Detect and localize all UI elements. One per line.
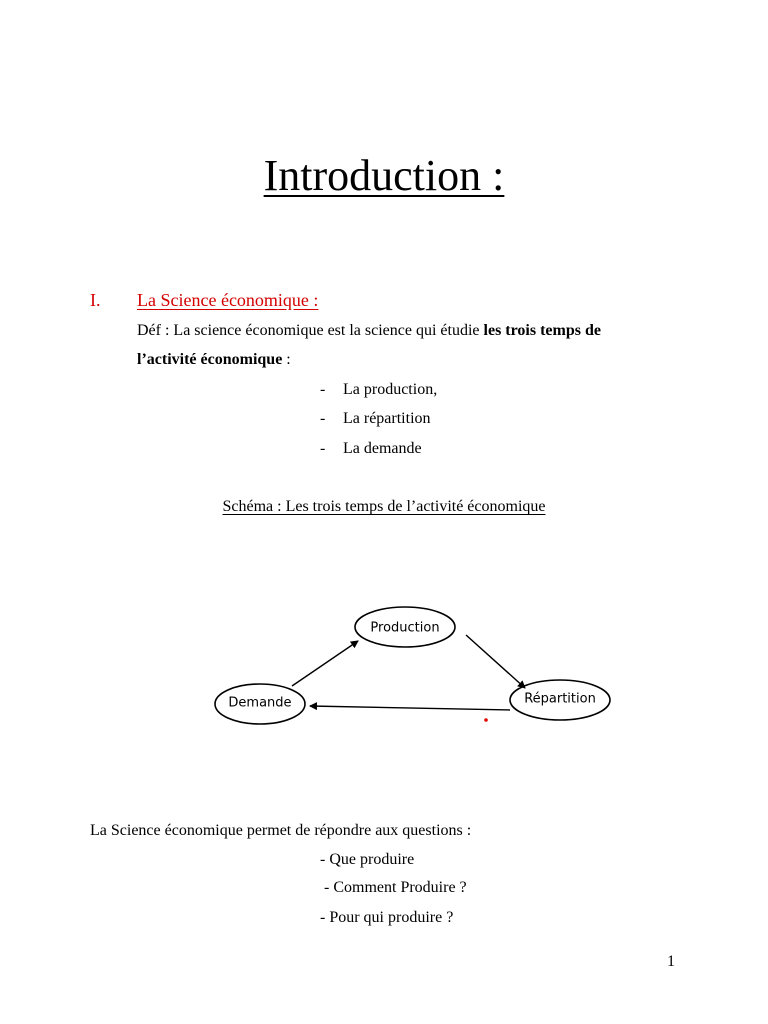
schema-caption: Schéma : Les trois temps de l’activité économique — [222, 498, 546, 515]
definition-bold-1: les trois temps de — [483, 322, 601, 339]
page-title: Introduction : — [263, 151, 505, 200]
red-dot — [484, 718, 488, 722]
list-marker: - — [320, 440, 326, 457]
economic-activity-diagram — [190, 590, 630, 740]
definition-bold-2: l’activité économique — [137, 351, 283, 368]
definition-prefix: Déf : La science économique est la science qui étudie — [137, 322, 484, 339]
questions-intro: La Science économique permet de répondre aux questions : — [90, 822, 472, 839]
question-item: - Comment Produire ? — [320, 879, 467, 896]
question-item: - Pour qui produire ? — [320, 909, 454, 926]
page-number: 1 — [667, 953, 675, 970]
production-label: Production — [370, 620, 440, 636]
section-number: I. — [90, 290, 101, 310]
repartition-label: Répartition — [524, 691, 596, 707]
definition-line-2 — [137, 351, 291, 369]
question-item: - Que produire — [320, 851, 415, 868]
arrow-repartition-to-demande — [310, 706, 510, 710]
demande-label: Demande — [228, 695, 292, 711]
list-item: La demande — [343, 440, 422, 457]
list-marker: - — [320, 381, 326, 398]
list-marker: - — [320, 410, 326, 427]
arrow-demande-to-production — [292, 641, 358, 686]
definition-line-1 — [137, 322, 601, 340]
section-title: La Science économique : — [137, 290, 319, 310]
arrow-production-to-repartition — [466, 635, 525, 688]
definition-suffix: : — [282, 351, 291, 368]
list-item: La répartition — [343, 410, 431, 427]
list-item: La production, — [343, 381, 438, 398]
